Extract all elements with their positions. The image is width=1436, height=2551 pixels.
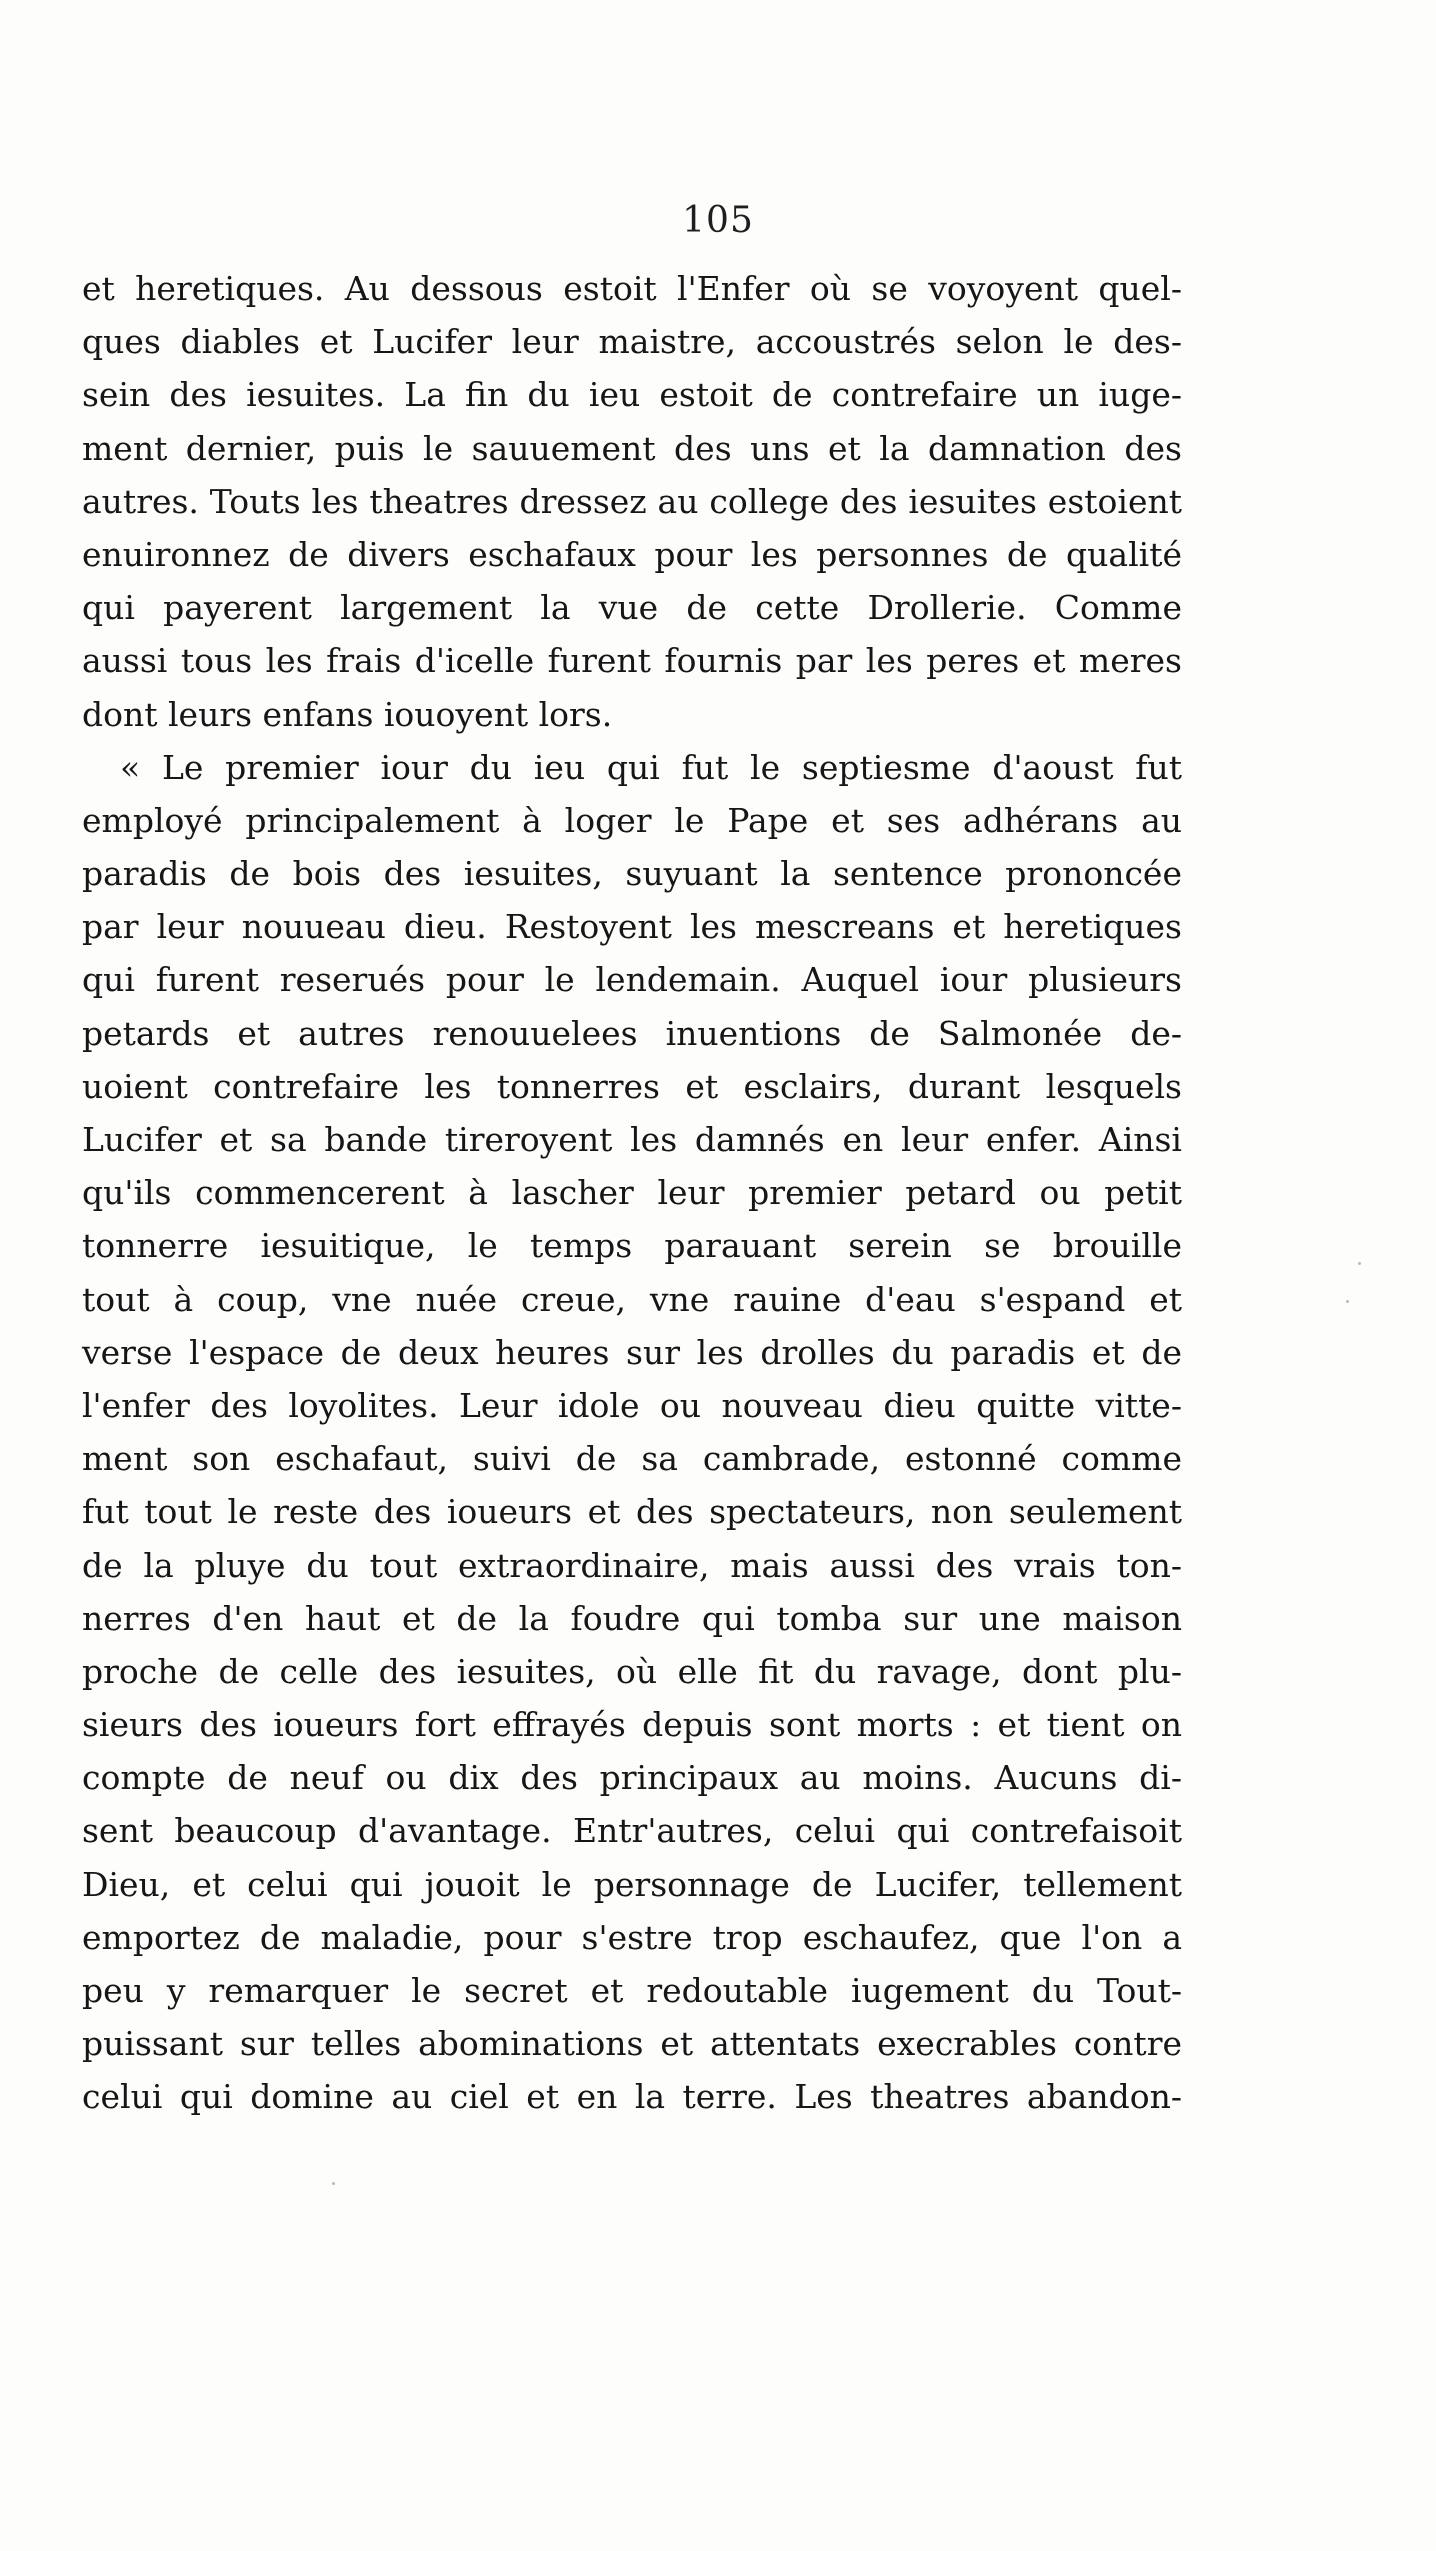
text-line: puissant sur telles abominations et attentats execrables contre: [82, 2024, 1182, 2064]
paper-speck: [1346, 1300, 1349, 1303]
text-line: autres. Touts les theatres dressez au college des iesuites estoient: [82, 481, 1182, 521]
text-line: ques diables et Lucifer leur maistre, accoustrés selon le des-: [82, 322, 1182, 362]
text-line: tonnerre iesuitique, le temps parauant serein se brouille: [82, 1226, 1182, 1266]
text-line: proche de celle des iesuites, où elle fit du ravage, dont plu-: [82, 1651, 1182, 1691]
text-line: tout à coup, vne nuée creue, vne rauine d'eau s'espand et: [82, 1279, 1182, 1319]
text-line: et heretiques. Au dessous estoit l'Enfer où se voyoyent quel-: [82, 269, 1182, 308]
text-line: nerres d'en haut et de la foudre qui tomba sur une maison: [82, 1598, 1182, 1638]
text-line: uoient contrefaire les tonnerres et esclairs, durant lesquels: [82, 1066, 1182, 1106]
text-line: peu y remarquer le secret et redoutable iugement du Tout-: [82, 1971, 1182, 2010]
text-line: petards et autres renouuelees inuentions de Salmonée de-: [82, 1013, 1182, 1053]
text-line: qui payerent largement la vue de cette Drollerie. Comme: [82, 588, 1182, 628]
text-line: par leur nouueau dieu. Restoyent les mescreans et heretiques: [82, 907, 1182, 947]
text-line: ment son eschafaut, suivi de sa cambrade, estonné comme: [82, 1439, 1182, 1479]
paper-speck: [332, 2182, 335, 2185]
body-text: [82, 262, 1182, 2124]
text-line: paradis de bois des iesuites, suyuant la sentence prononcée: [82, 854, 1182, 894]
text-line: Lucifer et sa bande tireroyent les damnés en leur enfer. Ainsi: [82, 1120, 1182, 1159]
text-line: fut tout le reste des ioueurs et des spectateurs, non seulement: [82, 1492, 1182, 1532]
page-number: 105: [682, 200, 754, 241]
text-line: qu'ils commencerent à lascher leur premier petard ou petit: [82, 1173, 1182, 1213]
text-line: Dieu, et celui qui jouoit le personnage de Lucifer, tellement: [82, 1864, 1182, 1904]
text-line: aussi tous les frais d'icelle furent fournis par les peres et meres: [82, 641, 1182, 681]
paragraph-start-line: « Le premier iour du ieu qui fut le septiesme d'aoust fut: [120, 747, 1182, 787]
text-line: emportez de maladie, pour s'estre trop eschaufez, que l'on a: [82, 1917, 1182, 1957]
text-line: sein des iesuites. La fin du ieu estoit de contrefaire un iuge-: [82, 375, 1182, 415]
text-line: celui qui domine au ciel et en la terre. Les theatres abandon-: [82, 2077, 1182, 2117]
paper-speck: [1358, 1262, 1361, 1265]
text-line: sent beaucoup d'avantage. Entr'autres, celui qui contrefaisoit: [82, 1811, 1182, 1851]
text-line: enuironnez de divers eschafaux pour les personnes de qualité: [82, 534, 1182, 574]
text-line: de la pluye du tout extraordinaire, mais aussi des vrais ton-: [82, 1545, 1182, 1585]
text-line: l'enfer des loyolites. Leur idole ou nouveau dieu quitte vitte-: [82, 1385, 1182, 1425]
text-line: compte de neuf ou dix des principaux au moins. Aucuns di-: [82, 1758, 1182, 1798]
text-line: employé principalement à loger le Pape et ses adhérans au: [82, 800, 1182, 840]
text-line: ment dernier, puis le sauuement des uns et la damnation des: [82, 428, 1182, 468]
text-line: qui furent reserués pour le lendemain. Auquel iour plusieurs: [82, 960, 1182, 1000]
paragraph-end-line: dont leurs enfans iouoyent lors.: [82, 694, 613, 734]
text-line: verse l'espace de deux heures sur les drolles du paradis et de: [82, 1332, 1182, 1372]
text-line: sieurs des ioueurs fort effrayés depuis sont morts : et tient on: [82, 1705, 1182, 1745]
